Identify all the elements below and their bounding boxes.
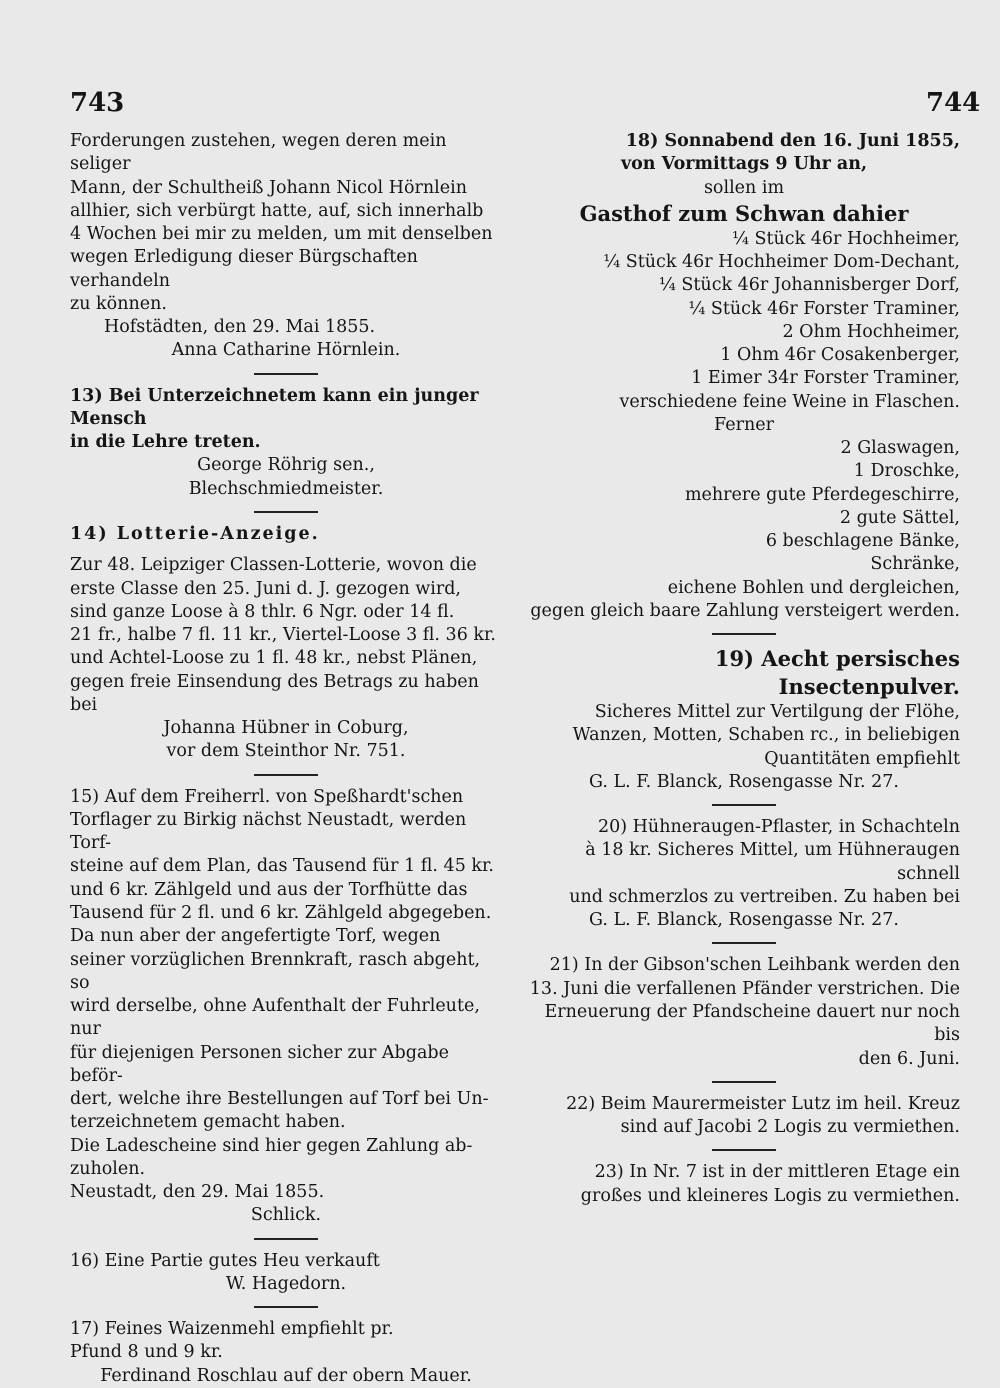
notice-hoernlein-text: Forderungen zustehen, wegen deren mein seliger Mann, der Schultheiß Johann Nicol Hörnlein allhier, sich verbürgt hatte, auf, sich innerhalb 4 Wochen bei mir zu melden, um mit denselben wegen Erledigung dieser Bürgschaften verhandeln zu können. bbox=[70, 131, 493, 314]
notice-15-signature: Schlick. bbox=[250, 1205, 322, 1226]
notice-16-signature: W. Hagedorn. bbox=[225, 1273, 347, 1294]
notice-18-sollen-line: sollen im bbox=[703, 177, 785, 198]
notice-19-title: 19) Aecht persisches Insectenpulver. bbox=[714, 646, 960, 700]
notice-13-signature-name: George Röhrig sen., bbox=[197, 455, 375, 476]
notice-20-text: 20) Hühneraugen-Pflaster, in Schachteln à 18 kr. Sicheres Mittel, um Hühneraugen schnell und schmerzlos zu vertreiben. Zu haben bei bbox=[569, 817, 960, 907]
notice-17-signature: Ferdinand Roschlau auf der obern Mauer. bbox=[100, 1365, 472, 1386]
notice-18-goods-list: 2 Glaswagen, 1 Droschke, mehrere gute Pferdegeschirre, 2 gute Sättel, 6 beschlagene Bänke, Schränke, eichene Bohlen und dergleichen, bbox=[667, 438, 960, 598]
notice-13-signature-title: Blechschmiedmeister. bbox=[188, 478, 384, 499]
divider bbox=[712, 1149, 776, 1151]
notice-15-date: Neustadt, den 29. Mai 1855. bbox=[70, 1182, 325, 1203]
notice-23-text: 23) In Nr. 7 ist in der mittleren Etage ein großes und kleineres Logis zu vermiethen. bbox=[580, 1162, 960, 1206]
divider bbox=[712, 942, 776, 944]
notice-18-closing: gegen gleich baare Zahlung versteigert werden. bbox=[530, 600, 960, 621]
notice-hoernlein-date: Hofstädten, den 29. Mai 1855. bbox=[104, 317, 376, 338]
divider bbox=[712, 633, 776, 635]
notice-15-text-3: Die Ladescheine sind hier gegen Zahlung ab- zuholen. bbox=[70, 1135, 473, 1179]
notice-18-time-line: von Vormittags 9 Uhr an, bbox=[620, 154, 868, 175]
notice-19-signature: G. L. F. Blanck, Rosengasse Nr. 27. bbox=[588, 771, 899, 792]
divider bbox=[712, 804, 776, 806]
left-column bbox=[70, 130, 502, 1388]
divider bbox=[254, 1238, 318, 1240]
notice-20-signature: G. L. F. Blanck, Rosengasse Nr. 27. bbox=[588, 910, 899, 931]
right-column bbox=[528, 130, 960, 1208]
divider bbox=[254, 373, 318, 375]
notice-13-text: 13) Bei Unterzeichnetem kann ein junger Mensch in die Lehre treten. bbox=[70, 385, 479, 453]
page-number-left: 743 bbox=[70, 88, 125, 118]
notice-14-text: Zur 48. Leipziger Classen-Lotterie, wovon die erste Classe den 25. Juni d. J. gezogen wird, sind ganze Loose à 8 thlr. 6 Ngr. oder 14 fl. 21 fr., halbe 7 fl. 11 kr., Viertel-Loose 3 fl. 36 kr. und Achtel-Loose zu 1 fl. 48 kr., nebst Plänen, gegen freie Einsendung des Betrags zu haben bei bbox=[70, 555, 496, 715]
divider bbox=[712, 1081, 776, 1083]
notice-18-ferner: Ferner bbox=[714, 414, 774, 435]
notice-14-title: 14) Lotterie-Anzeige. bbox=[70, 523, 320, 544]
divider bbox=[254, 774, 318, 776]
notice-18-venue: Gasthof zum Schwan dahier bbox=[579, 200, 909, 226]
notice-14-signature-name: Johanna Hübner in Coburg, bbox=[163, 718, 409, 739]
notice-16-text: 16) Eine Partie gutes Heu verkauft bbox=[70, 1250, 380, 1271]
notice-17-text: 17) Feines Waizenmehl empfiehlt pr. Pfund 8 und 9 kr. bbox=[70, 1319, 394, 1363]
notice-14-signature-address: vor dem Steinthor Nr. 751. bbox=[166, 741, 406, 762]
notice-18-date-line: 18) Sonnabend den 16. Juni 1855, bbox=[625, 131, 960, 151]
divider bbox=[254, 511, 318, 513]
notice-21-text: 21) In der Gibson'schen Leihbank werden den 13. Juni die verfallenen Pfänder verstrichen. Die Erneuerung der Pfandscheine dauert nur noch bis den 6. Juni. bbox=[529, 955, 960, 1069]
notice-hoernlein-signature: Anna Catharine Hörnlein. bbox=[171, 340, 401, 361]
divider bbox=[254, 1306, 318, 1308]
page-number-right: 744 bbox=[926, 88, 981, 118]
notice-18-wine-list: ¼ Stück 46r Hochheimer, ¼ Stück 46r Hochheimer Dom-Dechant, ¼ Stück 46r Johannisberger Dorf, ¼ Stück 46r Forster Traminer, 2 Ohm Hochheimer, 1 Ohm 46r Cosakenberger, 1 Eimer 34r Forster Traminer, verschiedene feine Weine in Flaschen. bbox=[603, 228, 960, 412]
notice-22-text: 22) Beim Maurermeister Lutz im heil. Kreuz sind auf Jacobi 2 Logis zu vermiethen. bbox=[566, 1093, 960, 1138]
notice-19-text: Sicheres Mittel zur Vertilgung der Flöhe, Wanzen, Motten, Schaben rc., in beliebigen Quantitäten empfiehlt bbox=[572, 702, 960, 769]
notice-15-text-2: Da nun aber der angefertigte Torf, wegen seiner vorzüglichen Brennkraft, rasch abgeht, so wird derselbe, ohne Aufenthalt der Fuhrleute, nur für diejenigen Personen sicher zur Abgabe beför- dert, welche ihre Bestellungen auf Torf bei Un- terzeichnetem gemacht haben. bbox=[70, 926, 489, 1133]
notice-15-text: 15) Auf dem Freiherrl. von Speßhardt'schen Torflager zu Birkig nächst Neustadt, werden Torf- steine auf dem Plan, das Tausend für 1 fl. 45 kr. und 6 kr. Zählgeld und aus der Torfhütte das Tausend für 2 fl. und 6 kr. Zählgeld abgegeben. bbox=[70, 786, 494, 923]
